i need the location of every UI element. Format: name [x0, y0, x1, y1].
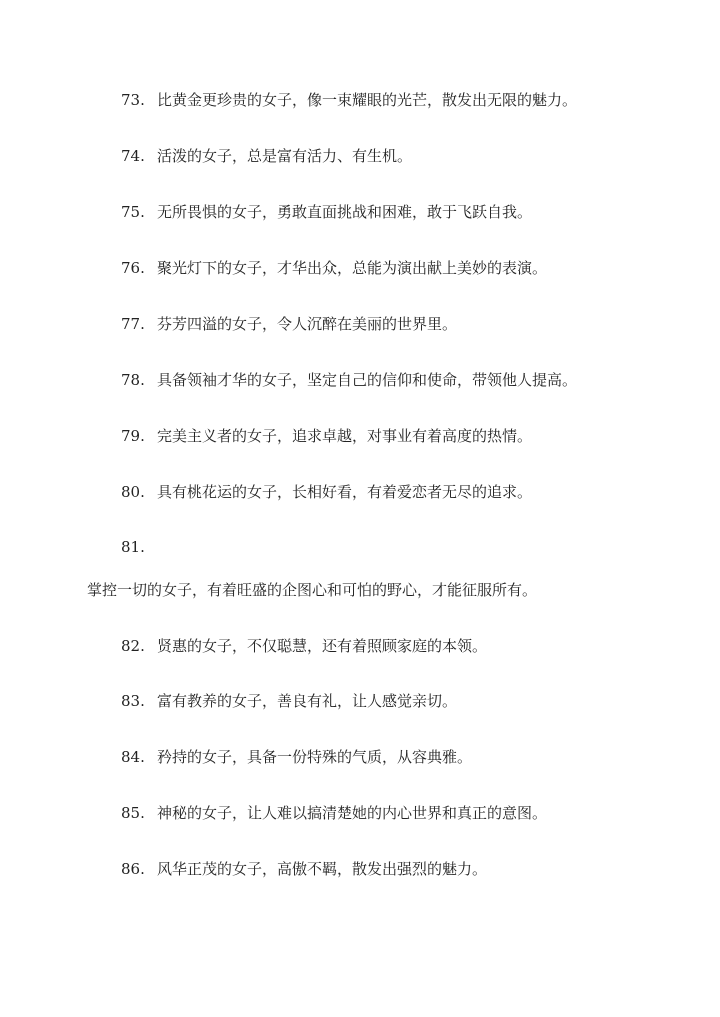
- item-text: 聚光灯下的女子，才华出众，总能为演出献上美妙的表演。: [157, 259, 548, 277]
- item-text: 比黄金更珍贵的女子，像一束耀眼的光芒，散发出无限的魅力。: [157, 91, 578, 109]
- item-number: 84.: [121, 748, 145, 766]
- item-number: 86.: [121, 860, 145, 878]
- item-text: 完美主义者的女子，追求卓越，对事业有着高度的热情。: [157, 427, 533, 445]
- item-number: 76.: [121, 259, 145, 277]
- item-number: 77.: [121, 315, 145, 333]
- item-text: 神秘的女子，让人难以搞清楚她的内心世界和真正的意图。: [157, 804, 548, 822]
- item-text: 贤惠的女子，不仅聪慧，还有着照顾家庭的本领。: [157, 637, 488, 655]
- list-item: [121, 482, 532, 502]
- list-item: [121, 370, 577, 390]
- list-item: [121, 636, 487, 656]
- list-item: [121, 803, 547, 823]
- item-text: 富有教养的女子，善良有礼，让人感觉亲切。: [157, 692, 458, 710]
- item-number: 81.: [121, 538, 145, 556]
- list-item: [121, 314, 457, 334]
- list-item-number-line: [121, 537, 145, 557]
- item-number: 82.: [121, 637, 145, 655]
- list-item: [121, 691, 457, 711]
- item-number: 83.: [121, 692, 145, 710]
- list-item: [121, 202, 532, 222]
- item-number: 79.: [121, 427, 145, 445]
- item-number: 78.: [121, 371, 145, 389]
- item-text: 掌控一切的女子，有着旺盛的企图心和可怕的野心，才能征服所有。: [87, 581, 538, 599]
- list-item: [121, 146, 412, 166]
- item-number: 74.: [121, 147, 145, 165]
- list-item: [121, 426, 532, 446]
- item-text: 无所畏惧的女子，勇敢直面挑战和困难，敢于飞跃自我。: [157, 203, 533, 221]
- item-text: 芬芳四溢的女子，令人沉醉在美丽的世界里。: [157, 315, 458, 333]
- list-item-text-line: [87, 580, 537, 600]
- item-text: 具有桃花运的女子，长相好看，有着爱恋者无尽的追求。: [157, 483, 533, 501]
- item-text: 矜持的女子，具备一份特殊的气质，从容典雅。: [157, 748, 473, 766]
- item-text: 活泼的女子，总是富有活力、有生机。: [157, 147, 413, 165]
- item-number: 75.: [121, 203, 145, 221]
- list-item: [121, 258, 547, 278]
- list-item: [121, 90, 577, 110]
- item-text: 具备领袖才华的女子，坚定自己的信仰和使命，带领他人提高。: [157, 371, 578, 389]
- item-number: 73.: [121, 91, 145, 109]
- item-number: 80.: [121, 483, 145, 501]
- list-item: [121, 747, 472, 767]
- list-item: [121, 859, 487, 879]
- item-text: 风华正茂的女子，高傲不羁，散发出强烈的魅力。: [157, 860, 488, 878]
- item-number: 85.: [121, 804, 145, 822]
